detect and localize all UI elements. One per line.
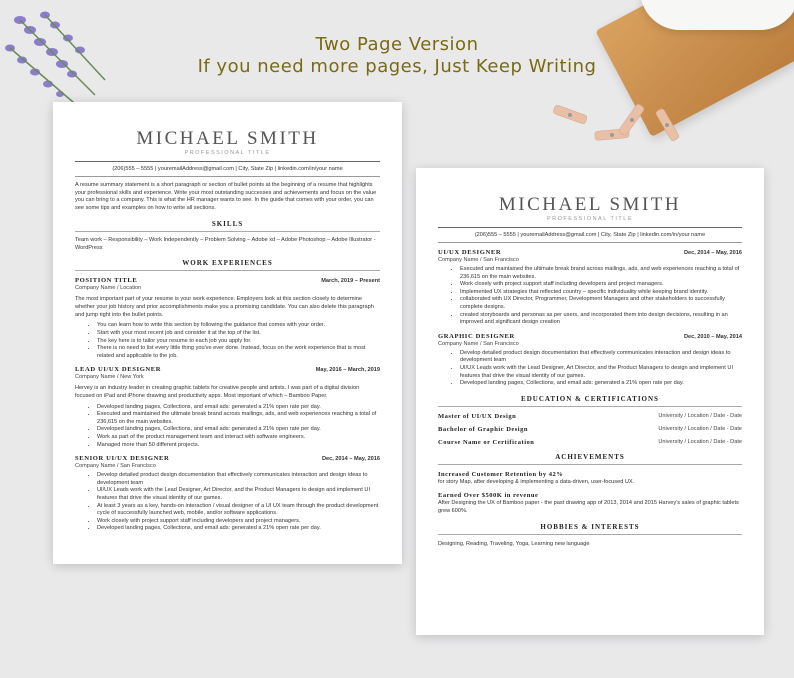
achievement-title: Increased Customer Retention by 42% <box>438 470 564 478</box>
divider <box>438 534 742 535</box>
divider <box>438 464 742 465</box>
job-date: May, 2016 – March, 2019 <box>315 367 380 374</box>
degree-location: University / Location / Date - Date <box>658 412 742 419</box>
bullet-item: • Work closely with project support staff including developers and project managers. <box>97 518 380 526</box>
job-entry <box>438 249 742 327</box>
bullet-item: • Developed landing pages, Collections, and email ads: generated a 21% open rate per day. <box>97 525 380 533</box>
divider <box>438 242 742 243</box>
bullet-item: • created storyboards and personas as per users, and incorporated them into design decisions, resulting in an improved and significant design creation <box>460 312 742 327</box>
bullet-item: • Develop detailed product design documentation that effectively communicates interaction and design ideas to development team <box>460 350 742 365</box>
degree-name: Course Name or Certification <box>438 438 535 446</box>
bullet-item: • Managed more than 50 different projects. <box>97 442 380 450</box>
bullet-item: • The key here is to tailor your resume to each job you apply for. <box>97 338 380 346</box>
job-entry <box>75 366 380 449</box>
achievement-description: After Designing the UX of Bamboo paper - the past drawing app of 2013, 2014 and 2015 Harvey's sales of graphic tablets grew 600%. <box>438 500 739 514</box>
resume-page-2 <box>416 168 764 635</box>
job-title: UI/UX DESIGNER <box>438 249 502 256</box>
job-title: SENIOR UI/UX DESIGNER <box>75 455 170 463</box>
job-date: Dec, 2010 – May, 2014 <box>683 333 742 340</box>
skills-text: Team work – Responsibility – Work Independently – Problem Solving – Adobe xd – Adobe Photoshop – Adobe Illustrator - WordPress <box>75 236 376 251</box>
education-item <box>438 426 742 433</box>
bullet-item: • At least 3 years as a key, hands-on interaction / visual designer of a UI UX team through the product development cycle of successfully launched web, mobile, and/or software applications. <box>97 503 380 518</box>
achievement-item <box>438 471 742 487</box>
skills-heading: SKILLS <box>211 219 244 228</box>
contact-line: (206)555 – 5555 | youremailAddress@gmail.com | City, State Zip | linkedin.com/in/your name <box>112 166 343 172</box>
education-item <box>438 439 742 446</box>
bullet-item: • You can learn how to write this section by following the guidance that comes with your order. <box>97 322 380 330</box>
job-company: Company Name / Location <box>75 285 142 292</box>
bullet-item: • Developed landing pages, Collections, and email ads: generated a 21% open rate per day. <box>460 380 742 388</box>
achievement-item <box>438 492 742 515</box>
job-entry <box>75 455 380 533</box>
hobbies-text: Designing, Reading, Traveling, Yoga, Learning new language <box>438 540 590 547</box>
job-entry <box>438 333 742 388</box>
bullet-item: • UI/UX Leads work with the Lead Designer, Art Director, and the Product Managers to design and implement UI features that drive the visual identity of our games. <box>460 365 742 380</box>
headline-line2: If you need more pages, Just Keep Writing <box>197 56 597 77</box>
bullet-item: • There is no need to list every little thing you've ever done. Instead, focus on the work experience that is most related and applicable to the job. <box>97 345 380 360</box>
job-entry <box>75 277 380 360</box>
job-bullets <box>438 266 742 327</box>
job-company: Company Name / San Francisco <box>438 257 519 263</box>
job-description: The most important part of your resume is your work experience. Employers look at this section closely to determine whether your job history and prior accomplishments make you a promising candidate. You can also delete this paragraph and jump right into the bullet points. <box>75 296 374 318</box>
professional-title: PROFESSIONAL TITLE <box>547 216 633 222</box>
resume-page-1 <box>53 102 402 564</box>
summary-paragraph: A resume summary statement is a short paragraph or section of bullet points at the beginning of a resume that highlights your professional skills and experience. Write your most outstanding successes and achievements and focus on the value you can bring to a company. This is what the HR manager wants to see. In the guide that comes with your order, you can see some tips and examples on how to write all sections. <box>75 182 377 212</box>
job-title: LEAD UI/UX DESIGNER <box>75 366 162 374</box>
bullet-item: • Work closely with project support staff including developers and project managers. <box>460 281 742 289</box>
achievement-title: Earned Over $500K in revenue <box>438 492 539 500</box>
education-item <box>438 413 742 420</box>
divider <box>75 270 380 271</box>
degree-name: Bachelor of Graphic Design <box>438 425 528 433</box>
divider <box>75 176 380 177</box>
job-description: Hervey is an industry leader in creating graphic tablets for creative people and artists. I was part of a digital division focused on iPad and iPhone drawing and productivity apps. Most important of which – Bamboo Paper. <box>75 385 360 399</box>
job-company: Company Name / New York <box>75 374 144 381</box>
divider <box>75 161 380 162</box>
achievement-description: for story Map, after developing & implementing a data-driven, user-focused UX. <box>438 478 635 485</box>
job-bullets <box>75 404 380 450</box>
job-company: Company Name / San Francisco <box>438 340 519 347</box>
bullet-item: • Develop detailed product design documentation that effectively communicates interaction and design ideas to development team <box>97 472 380 487</box>
bullet-item: • Work as part of the product management team and interact with software engineers. <box>97 434 380 442</box>
job-title: POSITION TITLE <box>75 277 138 285</box>
divider <box>75 231 380 232</box>
job-bullets <box>75 472 380 533</box>
degree-name: Master of UI/UX Design <box>438 412 517 420</box>
headline-line1: Two Page Version <box>315 34 479 55</box>
job-bullets <box>75 322 380 360</box>
professional-title: PROFESSIONAL TITLE <box>184 150 271 156</box>
job-date: March, 2019 – Present <box>321 278 380 285</box>
resume-name: MICHAEL SMITH <box>136 128 319 149</box>
job-title: GRAPHIC DESIGNER <box>438 332 515 340</box>
bullet-item: • Start with your most recent job and consider it at the top of the list. <box>97 330 380 338</box>
resume-name: MICHAEL SMITH <box>498 194 682 215</box>
education-heading: EDUCATION & CERTIFICATIONS <box>521 394 659 403</box>
achievements-heading: ACHIEVEMENTS <box>555 452 625 461</box>
degree-location: University / Location / Date - Date <box>658 438 742 445</box>
bullet-item: • Executed and maintained the ultimate break brand across mailings, ads, and web experiences reaching a total of 236,615 on the main websites. <box>97 411 380 426</box>
bullet-item: • Developed landing pages, Collections, and email ads: generated a 21% open rate per day. <box>97 404 380 412</box>
hobbies-heading: HOBBIES & INTERESTS <box>540 522 640 531</box>
job-date: Dec, 2014 – May, 2016 <box>683 250 742 256</box>
job-company: Company Name / San Francisco <box>75 463 156 470</box>
bullet-item: • Developed landing pages, Collections, and email ads: generated a 21% open rate per day. <box>97 426 380 434</box>
mug-decoration <box>640 0 794 30</box>
degree-location: University / Location / Date - Date <box>658 425 742 432</box>
bullet-item: • collaborated with UX Director, Programmer, Development Managers and other stakeholders to successfully complete designs. <box>460 296 742 311</box>
divider <box>438 227 742 228</box>
bullet-item: • UI/UX Leads work with the Lead Designer, Art Director, and the Product Managers to design and implement UI features that drive the visual identity of our games. <box>97 487 380 502</box>
work-heading: WORK EXPERIENCES <box>182 259 273 268</box>
divider <box>438 406 742 407</box>
clothespins-decoration <box>545 100 705 170</box>
job-bullets <box>438 350 742 388</box>
contact-line: (206)555 – 5555 | youremailAddress@gmail.com | City, State Zip | linkedin.com/in/your name <box>474 232 706 238</box>
job-date: Dec, 2014 – May, 2016 <box>321 456 380 463</box>
bullet-item: • Implemented UX strategies that reflected country – specific individuality while keeping brand identity. <box>460 289 742 297</box>
bullet-item: • Executed and maintained the ultimate break brand across mailings, ads, and web experiences reaching a total of 236,615 on the main websites. <box>460 266 742 281</box>
